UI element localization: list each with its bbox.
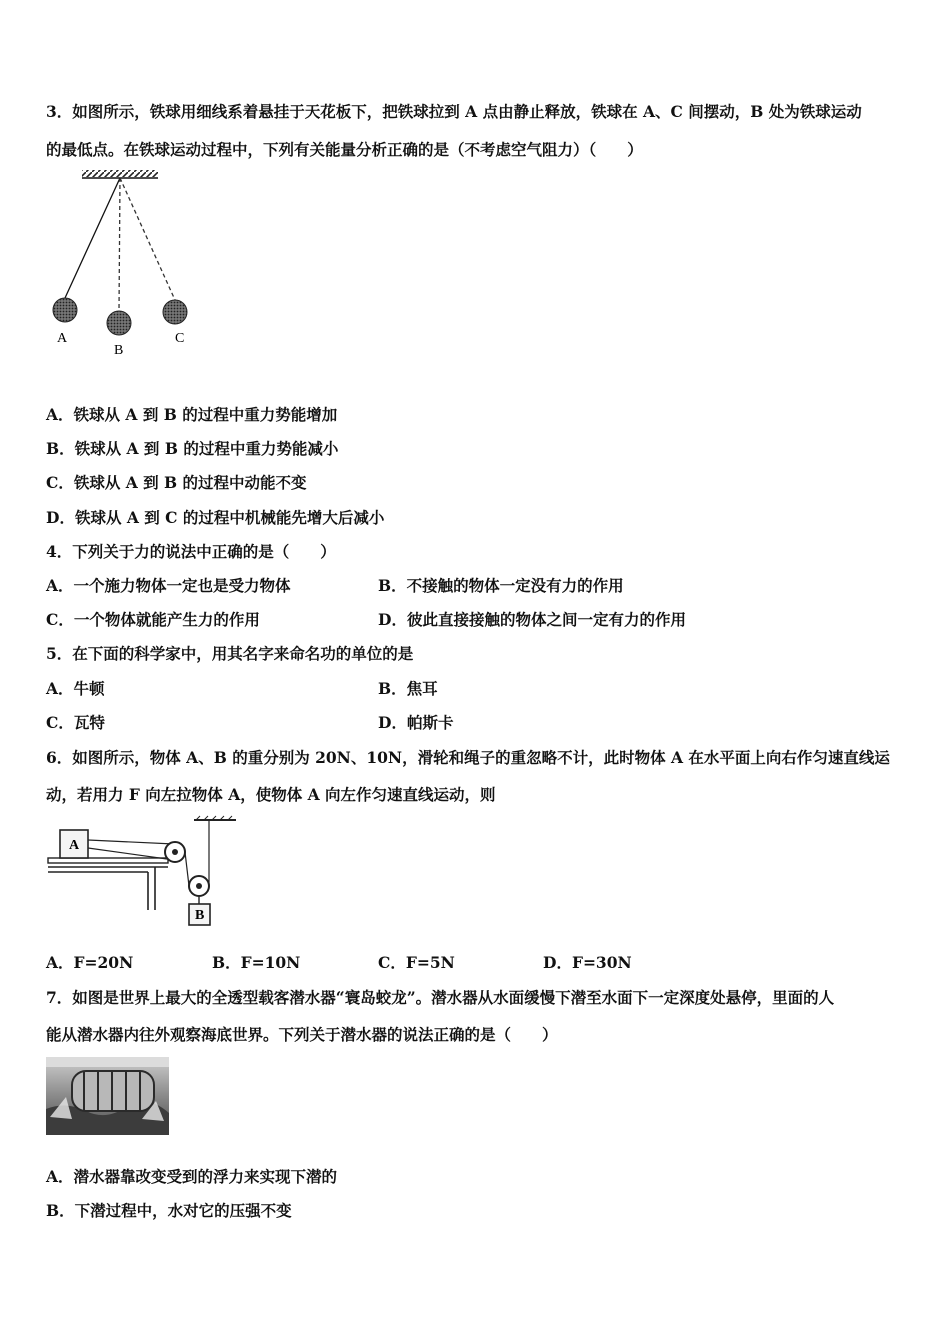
q5-option-a[interactable]: A．牛顿: [46, 679, 105, 698]
q5-stem: 5．在下面的科学家中，用其名字来命名功的单位的是: [46, 644, 414, 663]
block-b-label: B: [195, 908, 205, 923]
rope-down-left: [185, 852, 189, 886]
q3-option-a[interactable]: A．铁球从 A 到 B 的过程中重力势能增加: [46, 405, 338, 424]
q6-option-a[interactable]: A．F=20N: [46, 953, 134, 972]
q3-option-c[interactable]: C．铁球从 A 到 B 的过程中动能不变: [46, 473, 307, 492]
label-a: A: [57, 331, 68, 346]
q6-option-c[interactable]: C．F=5N: [378, 953, 455, 972]
q7-stem-line1: 7．如图是世界上最大的全透型载客潜水器“寰岛蛟龙”。潜水器从水面缓慢下潜至水面下一定深度处悬停，里面的人: [46, 988, 835, 1007]
pendulum-figure: [44, 166, 204, 361]
q3-stem-line1: 3．如图所示，铁球用细线系着悬挂于天花板下，把铁球拉到 A 点由静止释放，铁球在 A、C 间摆动，B 处为铁球运动: [46, 102, 862, 121]
q6-stem-line1: 6．如图所示，物体 A、B 的重分别为 20N、10N，滑轮和绳子的重忽略不计，此时物体 A 在水平面上向右作匀速直线运: [46, 748, 890, 767]
q6-option-d[interactable]: D．F=30N: [543, 953, 632, 972]
q4-option-d[interactable]: D．彼此直接接触的物体之间一定有力的作用: [378, 610, 686, 629]
q3-option-d[interactable]: D．铁球从 A 到 C 的过程中机械能先增大后减小: [46, 508, 385, 527]
pulley-figure: [44, 814, 244, 932]
label-c: C: [175, 331, 185, 346]
q4-option-b[interactable]: B．不接触的物体一定没有力的作用: [378, 576, 624, 595]
rope-horizontal-top: [88, 840, 174, 844]
ball-c: [163, 300, 187, 324]
string-b: [119, 178, 120, 311]
q4-option-a[interactable]: A．一个施力物体一定也是受力物体: [46, 576, 291, 595]
ball-b: [107, 311, 131, 335]
q6-stem-line2: 动，若用力 F 向左拉物体 A，使物体 A 向左作匀速直线运动，则: [46, 785, 496, 804]
ball-a: [53, 298, 77, 322]
block-a-label: A: [69, 838, 80, 853]
q4-option-c[interactable]: C．一个物体就能产生力的作用: [46, 610, 260, 629]
q4-stem: 4．下列关于力的说法中正确的是（ ）: [46, 542, 336, 561]
q7-stem-line2: 能从潜水器内往外观察海底世界。下列关于潜水器的说法正确的是（ ）: [46, 1025, 558, 1044]
q3-option-b[interactable]: B．铁球从 A 到 B 的过程中重力势能减小: [46, 439, 339, 458]
q5-option-b[interactable]: B．焦耳: [378, 679, 438, 698]
ceiling: [82, 170, 158, 177]
string-a: [65, 178, 120, 298]
q7-option-b[interactable]: B．下潜过程中，水对它的压强不变: [46, 1201, 292, 1220]
q5-option-c[interactable]: C．瓦特: [46, 713, 105, 732]
q7-option-a[interactable]: A．潜水器靠改变受到的浮力来实现下潜的: [46, 1167, 338, 1186]
q6-option-b[interactable]: B．F=10N: [212, 953, 301, 972]
label-b: B: [114, 343, 124, 358]
q5-option-d[interactable]: D．帕斯卡: [378, 713, 454, 732]
q3-stem-line2: 的最低点。在铁球运动过程中，下列有关能量分析正确的是（不考虑空气阻力）（ ）: [46, 140, 643, 159]
string-c: [120, 178, 175, 300]
submersible-photo: [46, 1057, 169, 1135]
